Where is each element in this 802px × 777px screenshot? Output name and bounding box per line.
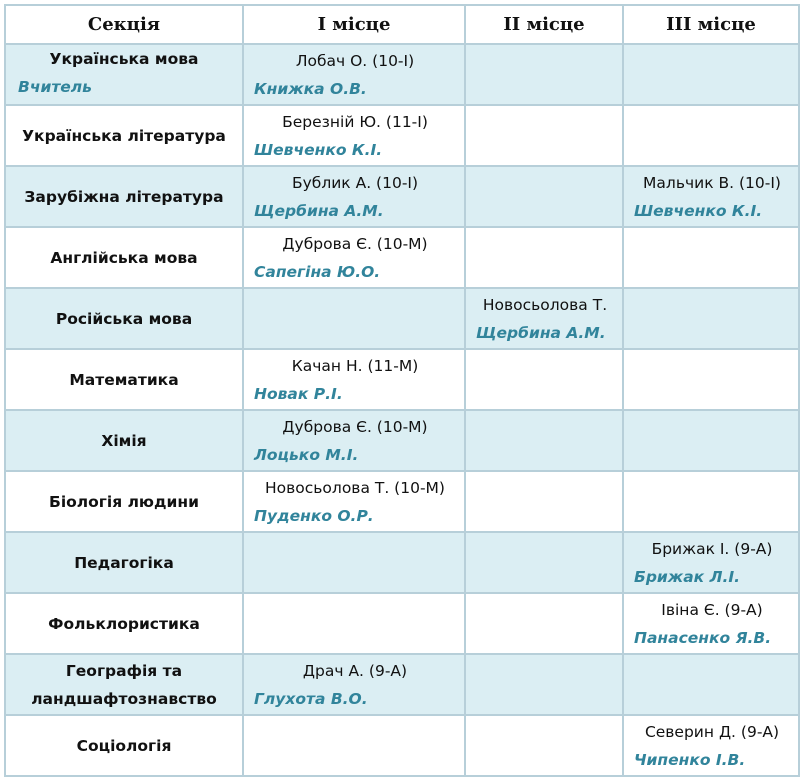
table-header — [5, 5, 799, 44]
student-name: Качан Н. (11-М) — [291, 357, 419, 375]
second-place-cell — [465, 410, 623, 471]
table-row — [5, 654, 799, 715]
table-row — [5, 166, 799, 227]
teacher-name: Новак Р.І. — [254, 385, 343, 403]
student-name: Березній Ю. (11-І) — [282, 113, 428, 131]
section-name: Математика — [69, 370, 179, 389]
section-cell — [5, 166, 243, 227]
second-place-cell — [465, 105, 623, 166]
table-row — [5, 593, 799, 654]
teacher-name: Шевченко К.І. — [254, 141, 383, 159]
first-place-cell — [243, 715, 465, 776]
teacher-name: Лоцько М.І. — [254, 446, 359, 464]
teacher-name: Чипенко І.В. — [634, 751, 746, 769]
section-cell — [5, 349, 243, 410]
section-role-label: Вчитель — [18, 78, 92, 96]
student-name: Драч А. (9-А) — [302, 662, 408, 680]
student-name: Новосьолова Т. — [482, 296, 608, 314]
student-name: Дуброва Є. (10-М) — [282, 235, 428, 253]
table-row — [5, 288, 799, 349]
table-body — [5, 44, 799, 776]
third-place-cell — [623, 227, 799, 288]
first-place-cell — [243, 654, 465, 715]
third-place-cell — [623, 410, 799, 471]
student-name: Северин Д. (9-А) — [644, 723, 780, 741]
third-place-cell — [623, 288, 799, 349]
second-place-cell — [465, 654, 623, 715]
table-row — [5, 410, 799, 471]
section-name: Соціологія — [76, 736, 172, 755]
first-place-cell — [243, 532, 465, 593]
teacher-name: Шевченко К.І. — [634, 202, 763, 220]
third-place-cell — [623, 654, 799, 715]
third-place-cell — [623, 471, 799, 532]
section-name: Фольклористика — [48, 614, 200, 633]
first-place-cell — [243, 410, 465, 471]
section-cell — [5, 227, 243, 288]
section-cell — [5, 410, 243, 471]
second-place-cell — [465, 532, 623, 593]
section-cell — [5, 44, 243, 105]
student-name: Бублик А. (10-І) — [291, 174, 419, 192]
header-third-place: III місце — [623, 5, 799, 44]
first-place-cell — [243, 349, 465, 410]
header-second-place: II місце — [465, 5, 623, 44]
results-table — [4, 4, 800, 777]
table-row — [5, 349, 799, 410]
section-name: Педагогіка — [74, 553, 174, 572]
header-first-place: I місце — [243, 5, 465, 44]
section-cell — [5, 654, 243, 715]
table-row — [5, 44, 799, 105]
teacher-name: Щербина А.М. — [476, 324, 606, 342]
third-place-cell — [623, 715, 799, 776]
first-place-cell — [243, 105, 465, 166]
teacher-name: Щербина А.М. — [254, 202, 384, 220]
third-place-cell — [623, 349, 799, 410]
student-name: Новосьолова Т. (10-М) — [265, 479, 445, 497]
header-row — [5, 5, 799, 44]
student-name: Дуброва Є. (10-М) — [282, 418, 428, 436]
first-place-cell — [243, 166, 465, 227]
second-place-cell — [465, 227, 623, 288]
section-name: Хімія — [101, 431, 147, 450]
student-name: Мальчик В. (10-І) — [643, 174, 781, 192]
first-place-cell — [243, 288, 465, 349]
student-name: Лобач О. (10-І) — [295, 52, 415, 70]
second-place-cell — [465, 349, 623, 410]
section-cell — [5, 715, 243, 776]
section-name: Зарубіжна література — [24, 187, 224, 206]
table-row — [5, 227, 799, 288]
section-name: Біологія людини — [49, 492, 199, 511]
section-name: Українська література — [22, 126, 226, 145]
teacher-name: Сапегіна Ю.О. — [254, 263, 381, 281]
section-cell — [5, 593, 243, 654]
third-place-cell — [623, 166, 799, 227]
first-place-cell — [243, 227, 465, 288]
third-place-cell — [623, 532, 799, 593]
first-place-cell — [243, 471, 465, 532]
second-place-cell — [465, 44, 623, 105]
student-name: Брижак І. (9-А) — [651, 540, 773, 558]
teacher-name: Брижак Л.І. — [634, 568, 740, 586]
third-place-cell — [623, 105, 799, 166]
table-row — [5, 532, 799, 593]
section-name: Англійська мова — [50, 248, 198, 267]
section-name: Українська мова — [49, 50, 199, 68]
second-place-cell — [465, 715, 623, 776]
table-row — [5, 105, 799, 166]
third-place-cell — [623, 593, 799, 654]
student-name: Івіна Є. (9-А) — [661, 601, 763, 619]
second-place-cell — [465, 288, 623, 349]
third-place-cell — [623, 44, 799, 105]
section-name: Російська мова — [55, 309, 193, 328]
teacher-name: Книжка О.В. — [254, 80, 367, 98]
section-cell — [5, 471, 243, 532]
section-cell — [5, 532, 243, 593]
section-name: Географія та ландшафтознавство — [31, 661, 217, 708]
teacher-name: Глухота В.О. — [254, 690, 368, 708]
table-row — [5, 471, 799, 532]
second-place-cell — [465, 593, 623, 654]
first-place-cell — [243, 593, 465, 654]
section-cell — [5, 288, 243, 349]
teacher-name: Панасенко Я.В. — [634, 629, 772, 647]
header-section: Секція — [5, 5, 243, 44]
first-place-cell — [243, 44, 465, 105]
section-cell — [5, 105, 243, 166]
second-place-cell — [465, 471, 623, 532]
teacher-name: Пуденко О.Р. — [254, 507, 374, 525]
second-place-cell — [465, 166, 623, 227]
table-row — [5, 715, 799, 776]
